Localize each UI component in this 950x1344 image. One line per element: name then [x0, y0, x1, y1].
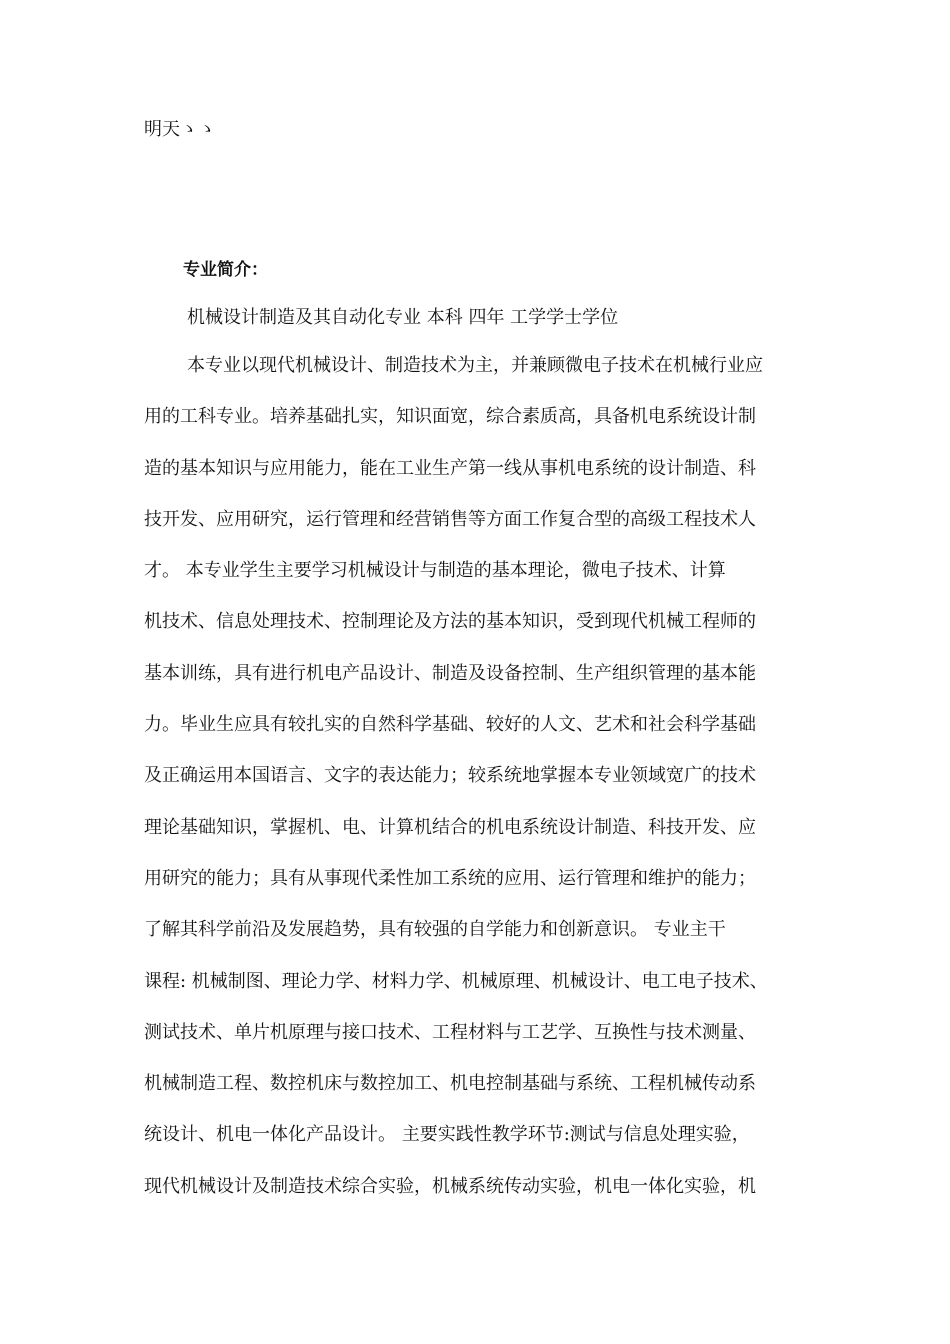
program-subtitle: 机械设计制造及其自动化专业 本科 四年 工学学士学位 — [187, 307, 619, 328]
body-line: 测试技术、单片机原理与接口技术、工程材料与工艺学、互换性与技术测量、 — [144, 1021, 756, 1043]
body-line: 本专业以现代机械设计、制造技术为主，并兼顾微电子技术在机械行业应 — [187, 355, 763, 376]
body-line: 力。毕业生应具有较扎实的自然科学基础、较好的人文、艺术和社会科学基础 — [144, 714, 756, 736]
body-line: 用的工科专业。培养基础扎实，知识面宽，综合素质高，具备机电系统设计制 — [144, 406, 756, 428]
body-line: 理论基础知识，掌握机、电、计算机结合的机电系统设计制造、科技开发、应 — [144, 816, 756, 838]
body-line: 统设计、机电一体化产品设计。 主要实践性教学环节:测试与信息处理实验， — [144, 1124, 750, 1146]
body-line: 机械制造工程、数控机床与数控加工、机电控制基础与系统、工程机械传动系 — [144, 1073, 756, 1095]
header-text: 明天ゝゝ — [144, 119, 216, 140]
body-line: 课程: 机械制图、理论力学、材料力学、机械原理、机械设计、电工电子技术、 — [144, 970, 768, 992]
body-line: 造的基本知识与应用能力，能在工业生产第一线从事机电系统的设计制造、科 — [144, 457, 756, 479]
body-line: 才。 本专业学生主要学习机械设计与制造的基本理论，微电子技术、计算 — [144, 560, 726, 582]
body-line: 及正确运用本国语言、文字的表达能力；较系统地掌握本专业领域宽广的技术 — [144, 765, 756, 787]
body-line: 机技术、信息处理技术、控制理论及方法的基本知识，受到现代机械工程师的 — [144, 611, 756, 633]
body-paragraph — [144, 352, 824, 1224]
body-line: 基本训练，具有进行机电产品设计、制造及设备控制、生产组织管理的基本能 — [144, 662, 756, 684]
body-line: 用研究的能力；具有从事现代柔性加工系统的应用、运行管理和维护的能力； — [144, 867, 756, 889]
section-heading: 专业简介： — [183, 260, 268, 280]
body-line: 了解其科学前沿及发展趋势，具有较强的自学能力和创新意识。 专业主干 — [144, 919, 726, 941]
body-line: 技开发、应用研究，运行管理和经营销售等方面工作复合型的高级工程技术人 — [144, 508, 756, 530]
body-line: 现代机械设计及制造技术综合实验，机械系统传动实验，机电一体化实验，机 — [144, 1175, 756, 1197]
